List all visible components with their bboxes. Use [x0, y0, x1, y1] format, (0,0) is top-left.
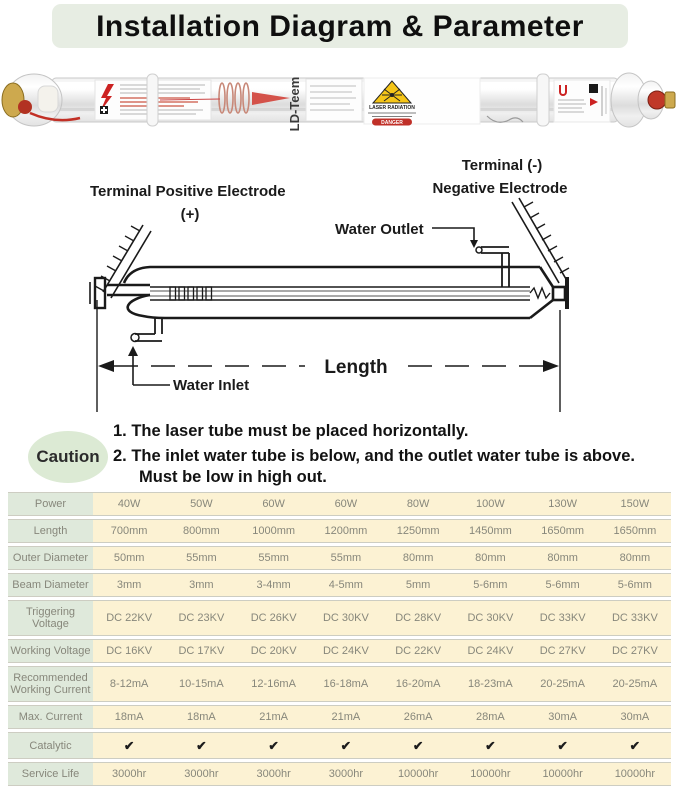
row-label: Triggering Voltage — [8, 600, 93, 636]
caution-list — [113, 421, 635, 492]
row-value: ✔ — [382, 732, 454, 759]
label-water-inlet: Water Inlet — [173, 377, 250, 394]
row-value: 80W — [382, 492, 454, 516]
row-value: 3000hr — [165, 762, 237, 786]
laser-warning-label — [364, 78, 480, 126]
row-value: 20-25mA — [599, 666, 671, 702]
row-value: 1650mm — [599, 519, 671, 543]
label-negative-electrode: Negative Electrode — [432, 180, 568, 197]
row-value: 12-16mA — [238, 666, 310, 702]
row-value: 50W — [165, 492, 237, 516]
negative-terminal-wire — [512, 198, 569, 283]
inner-bore-tube — [150, 287, 530, 300]
row-label: Catalytic — [8, 732, 93, 759]
row-value: 800mm — [165, 519, 237, 543]
row-value: 16-18mA — [310, 666, 382, 702]
row-value: ✔ — [238, 732, 310, 759]
row-value: 3mm — [165, 573, 237, 597]
row-value: 3000hr — [310, 762, 382, 786]
label-length: Length — [324, 357, 388, 378]
installation-diagram — [0, 150, 679, 418]
water-inlet-pipe — [131, 318, 162, 342]
row-value: 80mm — [599, 546, 671, 570]
row-label: Service Life — [8, 762, 93, 786]
row-value: ✔ — [310, 732, 382, 759]
row-value: 80mm — [527, 546, 599, 570]
row-value: 1000mm — [238, 519, 310, 543]
row-value: 16-20mA — [382, 666, 454, 702]
row-value: DC 16KV — [93, 639, 165, 663]
row-value: DC 30KV — [310, 600, 382, 636]
row-value: 10-15mA — [165, 666, 237, 702]
laser-tube-photo — [0, 58, 679, 150]
row-value: DC 22KV — [93, 600, 165, 636]
row-value: 10000hr — [382, 762, 454, 786]
row-value: 150W — [599, 492, 671, 516]
row-value: 3-4mm — [238, 573, 310, 597]
table-row — [8, 732, 671, 759]
row-value: 18mA — [165, 705, 237, 729]
row-value: 60W — [238, 492, 310, 516]
row-value: ✔ — [93, 732, 165, 759]
row-value: 8-12mA — [93, 666, 165, 702]
row-value: 1650mm — [527, 519, 599, 543]
tube-right-label — [554, 80, 610, 122]
row-value: 26mA — [382, 705, 454, 729]
row-label: Outer Diameter — [8, 546, 93, 570]
row-value: 21mA — [238, 705, 310, 729]
row-value: 10000hr — [454, 762, 526, 786]
row-label: Recommended Working Current — [8, 666, 93, 702]
tube-right-output-end — [611, 73, 675, 127]
row-label: Length — [8, 519, 93, 543]
row-value: 10000hr — [599, 762, 671, 786]
row-value: 100W — [454, 492, 526, 516]
row-label: Power — [8, 492, 93, 516]
row-value: ✔ — [454, 732, 526, 759]
table-row — [8, 639, 671, 663]
row-value: 28mA — [454, 705, 526, 729]
row-value: 5mm — [382, 573, 454, 597]
row-value: 40W — [93, 492, 165, 516]
row-value: DC 33KV — [527, 600, 599, 636]
row-value: 20-25mA — [527, 666, 599, 702]
row-value: 21mA — [310, 705, 382, 729]
row-value: 3mm — [93, 573, 165, 597]
row-value: 60W — [310, 492, 382, 516]
row-value: DC 30KV — [454, 600, 526, 636]
table-row — [8, 492, 671, 516]
row-value: 50mm — [93, 546, 165, 570]
row-value: DC 33KV — [599, 600, 671, 636]
row-value: 80mm — [382, 546, 454, 570]
row-value: 3000hr — [93, 762, 165, 786]
row-value: 30mA — [599, 705, 671, 729]
row-value: DC 24KV — [310, 639, 382, 663]
row-value: DC 24KV — [454, 639, 526, 663]
row-value: 130W — [527, 492, 599, 516]
row-value: 1250mm — [382, 519, 454, 543]
row-value: 55mm — [165, 546, 237, 570]
tube-outline — [90, 267, 567, 318]
table-row — [8, 519, 671, 543]
row-value: DC 27KV — [599, 639, 671, 663]
row-value: 1200mm — [310, 519, 382, 543]
label-terminal-negative: Terminal (-) — [461, 157, 543, 174]
row-value: 700mm — [93, 519, 165, 543]
page-title: Installation Diagram & Parameter — [52, 4, 628, 48]
row-value: 5-6mm — [599, 573, 671, 597]
laser-radiation-text: LASER RADIATION — [369, 105, 415, 111]
caution-item: 2. The inlet water tube is below, and the outlet water tube is above. Must be low in high out. — [113, 447, 635, 487]
row-value: DC 23KV — [165, 600, 237, 636]
table-row — [8, 666, 671, 702]
row-value: 30mA — [527, 705, 599, 729]
row-value: 18mA — [93, 705, 165, 729]
row-value: 55mm — [238, 546, 310, 570]
row-label: Max. Current — [8, 705, 93, 729]
caution-badge: Caution — [28, 431, 108, 483]
coil-marks — [170, 287, 212, 300]
tube-middle-label — [306, 79, 362, 121]
danger-text: DANGER — [381, 120, 403, 126]
row-value: ✔ — [165, 732, 237, 759]
row-value: ✔ — [599, 732, 671, 759]
row-value: DC 28KV — [382, 600, 454, 636]
row-value: 10000hr — [527, 762, 599, 786]
row-label: Beam Diameter — [8, 573, 93, 597]
table-row — [8, 600, 671, 636]
label-water-outlet: Water Outlet — [335, 221, 424, 238]
row-value: 4-5mm — [310, 573, 382, 597]
caution-item: 1. The laser tube must be placed horizontally. — [113, 422, 469, 440]
row-label: Working Voltage — [8, 639, 93, 663]
row-value: DC 20KV — [238, 639, 310, 663]
row-value: DC 17KV — [165, 639, 237, 663]
row-value: 55mm — [310, 546, 382, 570]
row-value: 18-23mA — [454, 666, 526, 702]
row-value: DC 22KV — [382, 639, 454, 663]
glass-collar-right — [537, 74, 549, 126]
row-value: 1450mm — [454, 519, 526, 543]
water-outlet-leader-arrow — [432, 228, 478, 248]
row-value: 80mm — [454, 546, 526, 570]
row-value: DC 26KV — [238, 600, 310, 636]
table-row — [8, 546, 671, 570]
parameter-table — [8, 489, 671, 789]
positive-terminal-wire — [95, 225, 151, 298]
row-value: DC 27KV — [527, 639, 599, 663]
glass-collar-left — [147, 74, 158, 126]
row-value: 3000hr — [238, 762, 310, 786]
table-row — [8, 705, 671, 729]
brand-vertical-text: LD-Teem — [287, 76, 302, 132]
row-value: ✔ — [527, 732, 599, 759]
table-row — [8, 573, 671, 597]
label-plus-sign: (+) — [180, 206, 200, 223]
row-value: 5-6mm — [527, 573, 599, 597]
row-value: 5-6mm — [454, 573, 526, 597]
table-row — [8, 762, 671, 786]
label-terminal-positive: Terminal Positive Electrode — [90, 183, 286, 200]
